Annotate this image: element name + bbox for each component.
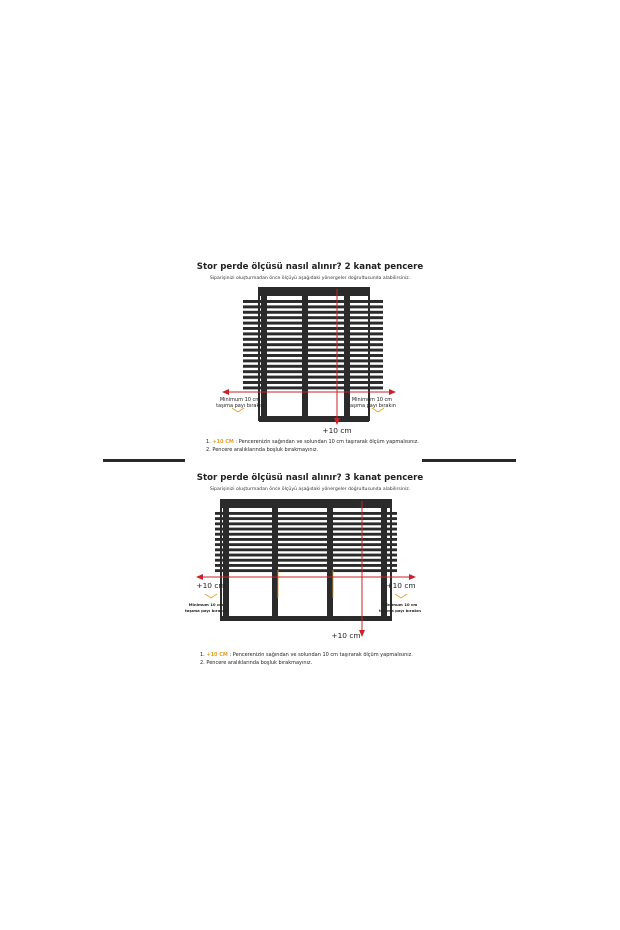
right-label-2a: Minimum 10 cm [351, 397, 393, 403]
section2-note1: 1. +10 CM : Pencerenizin sağından ve solundan 10 cm taşırarak ölçüm yapmalısınız. [200, 652, 413, 658]
section1-title: Stor perde ölçüsü nasıl alınır? 2 kanat pencere [196, 262, 424, 272]
blind-slat [215, 564, 397, 567]
section2-note2: 2. Pencere aralıklarında boşluk bırakmayınız. [200, 660, 313, 666]
section2-subtitle: Siparişinizi oluşturmadan önce ölçüyü aşağıdaki yönergeler doğrultusunda alabilirsiniz. [209, 487, 411, 492]
left-plus-3: +10 cm [196, 581, 226, 590]
section1-note2: 2. Pencere aralıklarında boşluk bırakmayınız. [206, 447, 319, 453]
blind-slat [215, 533, 397, 536]
right-label-3b: taşıma payı bırakın [378, 608, 422, 613]
section2-title: Stor perde ölçüsü nasıl alınır? 3 kanat pencere [196, 473, 424, 483]
section1-subtitle: Siparişinizi oluşturmadan önce ölçüyü aşağıdaki yönergeler doğrultusunda alabilirsiniz. [209, 276, 411, 281]
blind-slat [215, 528, 397, 531]
right-label-2b: taşıma payı bırakın [348, 403, 396, 409]
bottom-label-2: +10 cm [322, 426, 352, 435]
left-label-3b: taşıma payı bırakın [184, 608, 228, 613]
section2-notes [200, 651, 413, 667]
blind-slat [215, 538, 397, 541]
left-label-2b: taşıma payı bırakın [216, 403, 264, 409]
blind-slat [215, 548, 397, 551]
blind-slat [215, 554, 397, 557]
section1-note1: 1. +10 CM : Pencerenizin sağından ve solundan 10 cm taşırarak ölçüm yapmalısınız. [206, 439, 419, 445]
bottom-label-3: +10 cm [331, 631, 361, 640]
blind-slat [215, 512, 397, 515]
blind-slat [215, 559, 397, 562]
blind-slat [215, 569, 397, 572]
blind-slat [215, 522, 397, 525]
right-label-3a: Minimum 10 cm [382, 602, 418, 607]
left-label-2a: Minimum 10 cm [219, 397, 261, 403]
blind-slat [215, 543, 397, 546]
left-label-3a: Minimum 10 cm [188, 602, 224, 607]
bracket-right-3 [395, 594, 407, 598]
right-plus-3: +10 cm [386, 581, 416, 590]
bracket-left-3 [205, 594, 217, 598]
blind-slat [215, 517, 397, 520]
